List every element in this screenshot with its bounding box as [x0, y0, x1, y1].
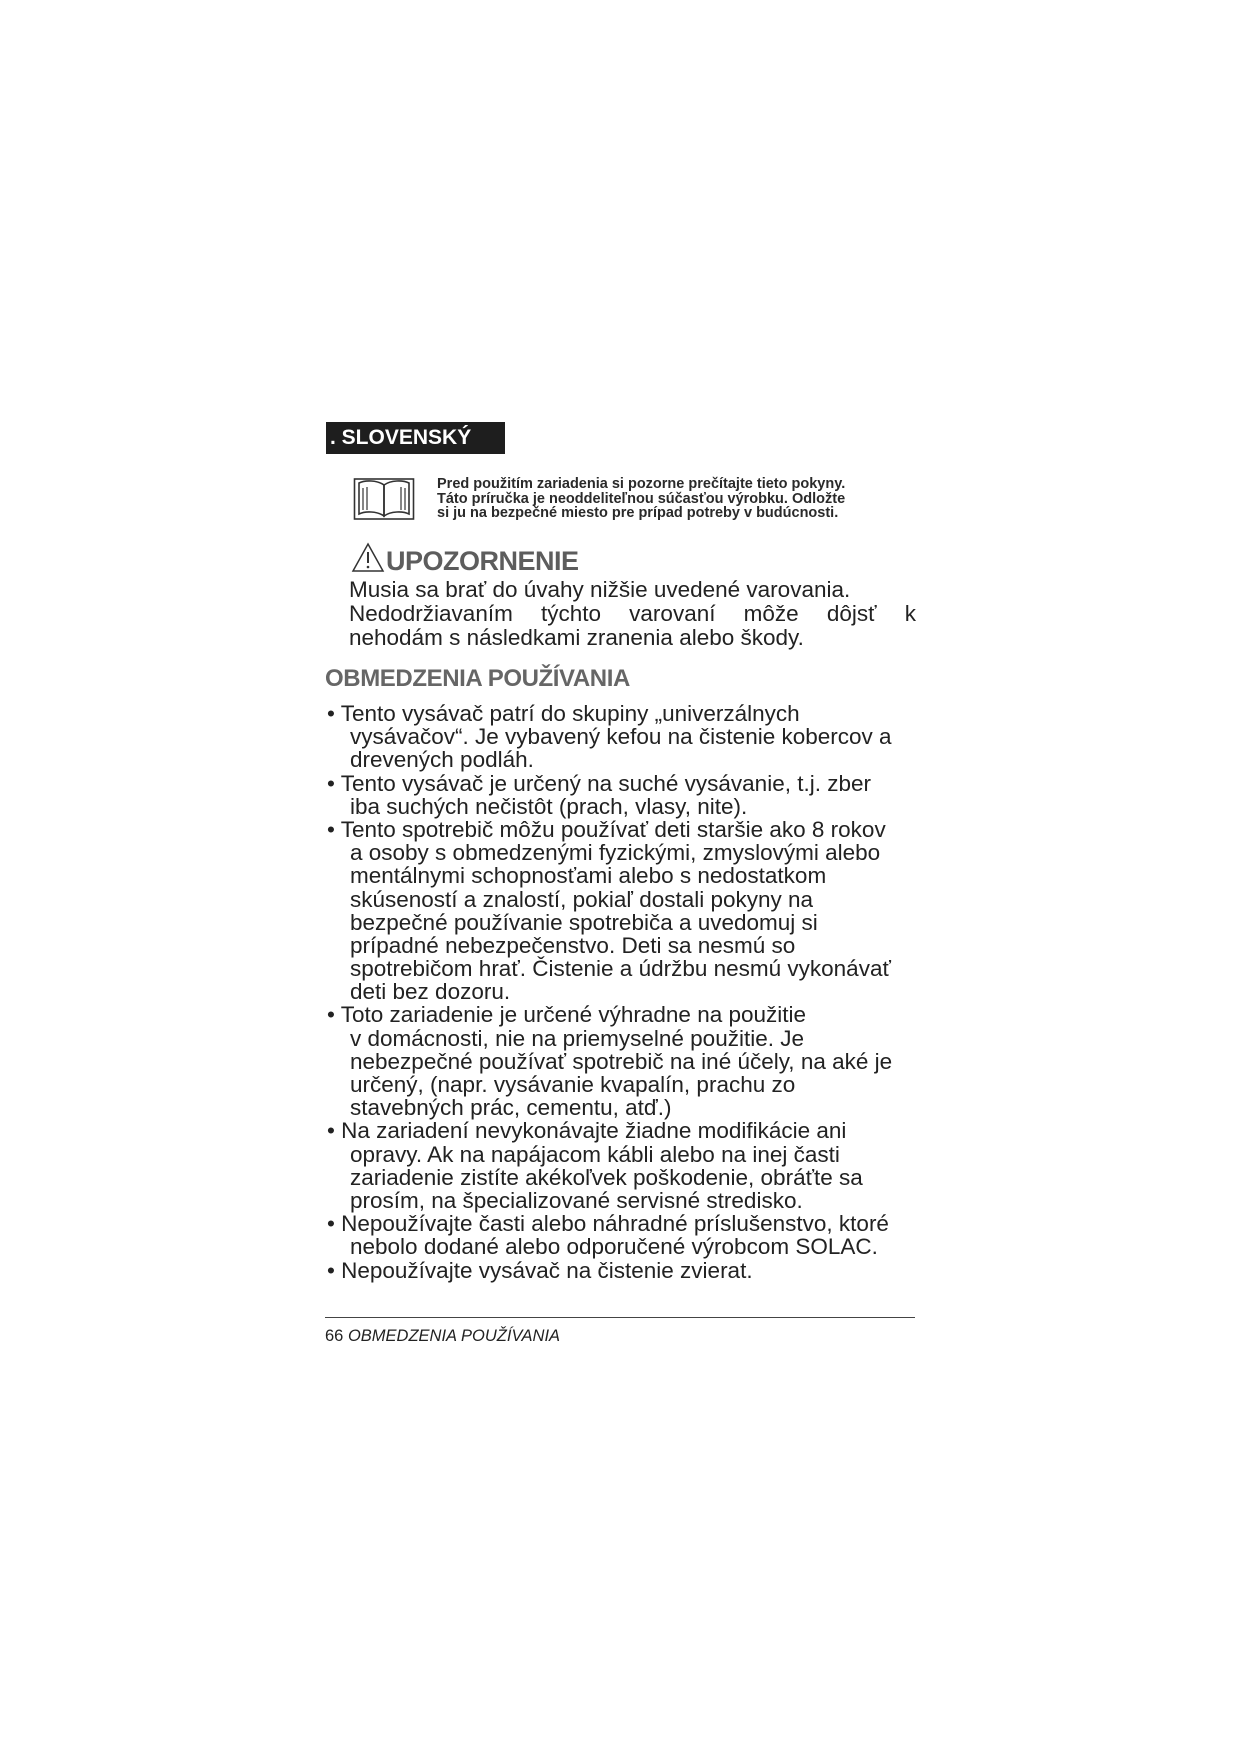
warning-word: varovaní	[629, 601, 716, 626]
warning-word: môže	[743, 601, 799, 626]
bullet-line: drevených podláh.	[350, 747, 534, 773]
page-footer	[325, 1327, 560, 1346]
bullet-line: • Toto zariadenie je určené výhradne na použitie	[327, 1002, 807, 1028]
bullet-line: • Tento spotrebič môžu používať deti staršie ako 8 rokov	[327, 816, 886, 842]
bullet-line: prosím, na špecializované servisné stredisko.	[350, 1187, 803, 1213]
bullet-line: a osoby s obmedzenými fyzickými, zmyslovými alebo	[350, 840, 881, 866]
bullet-line: opravy. Ak na napájacom kábli alebo na inej časti	[350, 1141, 840, 1167]
bullet-line: • Nepoužívajte časti alebo náhradné príslušenstvo, ktoré	[327, 1211, 889, 1237]
bullet-line: určený, (napr. vysávanie kvapalín, prachu zo	[350, 1072, 796, 1097]
intro-line: Pred použitím zariadenia si pozorne prečítajte tieto pokyny.	[437, 476, 846, 492]
bullet-line: • Nepoužívajte vysávač na čistenie zvierat.	[327, 1257, 753, 1283]
bullet-line: prípadné nebezpečenstvo. Deti sa nesmú so	[350, 932, 796, 958]
intro-notice	[437, 477, 917, 521]
warning-word: dôjsť	[826, 601, 877, 626]
warning-word: týchto	[540, 601, 602, 626]
open-book-icon	[353, 476, 415, 522]
bullet-line: deti bez dozoru.	[350, 979, 511, 1005]
bullet-line: v domácnosti, nie na priemyselné použitie. Je	[350, 1025, 804, 1051]
bullet-line: iba suchých nečistôt (prach, vlasy, nite).	[350, 793, 748, 819]
bullet-line: nebolo dodané alebo odporučené výrobcom SOLAC.	[350, 1234, 878, 1260]
bullet-line: bezpečné používanie spotrebiča a uvedomuj si	[350, 909, 818, 935]
bullet-line: vysávačov“. Je vybavený kefou na čistenie kobercov a	[350, 724, 892, 750]
footer-divider	[325, 1317, 915, 1318]
warning-triangle-icon	[351, 542, 385, 573]
language-tab: . SLOVENSKÝ	[326, 422, 505, 454]
warning-text	[349, 578, 916, 650]
bullet-line: • Tento vysávač patrí do skupiny „univerzálnych	[327, 701, 800, 726]
bullet-line: • Tento vysávač je určený na suché vysávanie, t.j. zber	[327, 770, 871, 796]
usage-restrictions-list	[327, 702, 933, 1282]
bullet-line: zariadenie zistíte akékoľvek poškodenie, obráťte sa	[350, 1164, 863, 1190]
bullet-line: stavebných prác, cementu, atď.)	[350, 1095, 672, 1121]
warning-title: UPOZORNENIE	[386, 546, 579, 576]
warning-heading	[351, 537, 579, 577]
footer-title: OBMEDZENIA POUŽÍVANIA	[347, 1327, 561, 1345]
bullet-line: • Na zariadení nevykonávajte žiadne modifikácie ani	[327, 1118, 847, 1144]
intro-line: si ju na bezpečné miesto pre prípad potreby v budúcnosti.	[437, 505, 839, 521]
warning-word: Nedodržiavaním	[349, 601, 513, 626]
warning-line-justified	[349, 602, 916, 626]
warning-word: k	[904, 601, 916, 626]
intro-line: Táto príručka je neoddeliteľnou súčasťou výrobku. Odložte	[437, 490, 846, 507]
bullet-line: skúseností a znalostí, pokiaľ dostali pokyny na	[350, 886, 814, 912]
warning-line: nehodám s následkami zranenia alebo škody.	[349, 625, 804, 650]
bullet-line: spotrebičom hrať. Čistenie a údržbu nesmú vykonávať	[350, 956, 891, 982]
section-heading: OBMEDZENIA POUŽÍVANIA	[325, 665, 630, 692]
warning-line: Musia sa brať do úvahy nižšie uvedené varovania.	[349, 577, 851, 602]
bullet-line: mentálnymi schopnosťami alebo s nedostatkom	[350, 863, 827, 889]
bullet-line: nebezpečné používať spotrebič na iné účely, na aké je	[350, 1048, 893, 1074]
page-number: 66	[325, 1327, 344, 1345]
